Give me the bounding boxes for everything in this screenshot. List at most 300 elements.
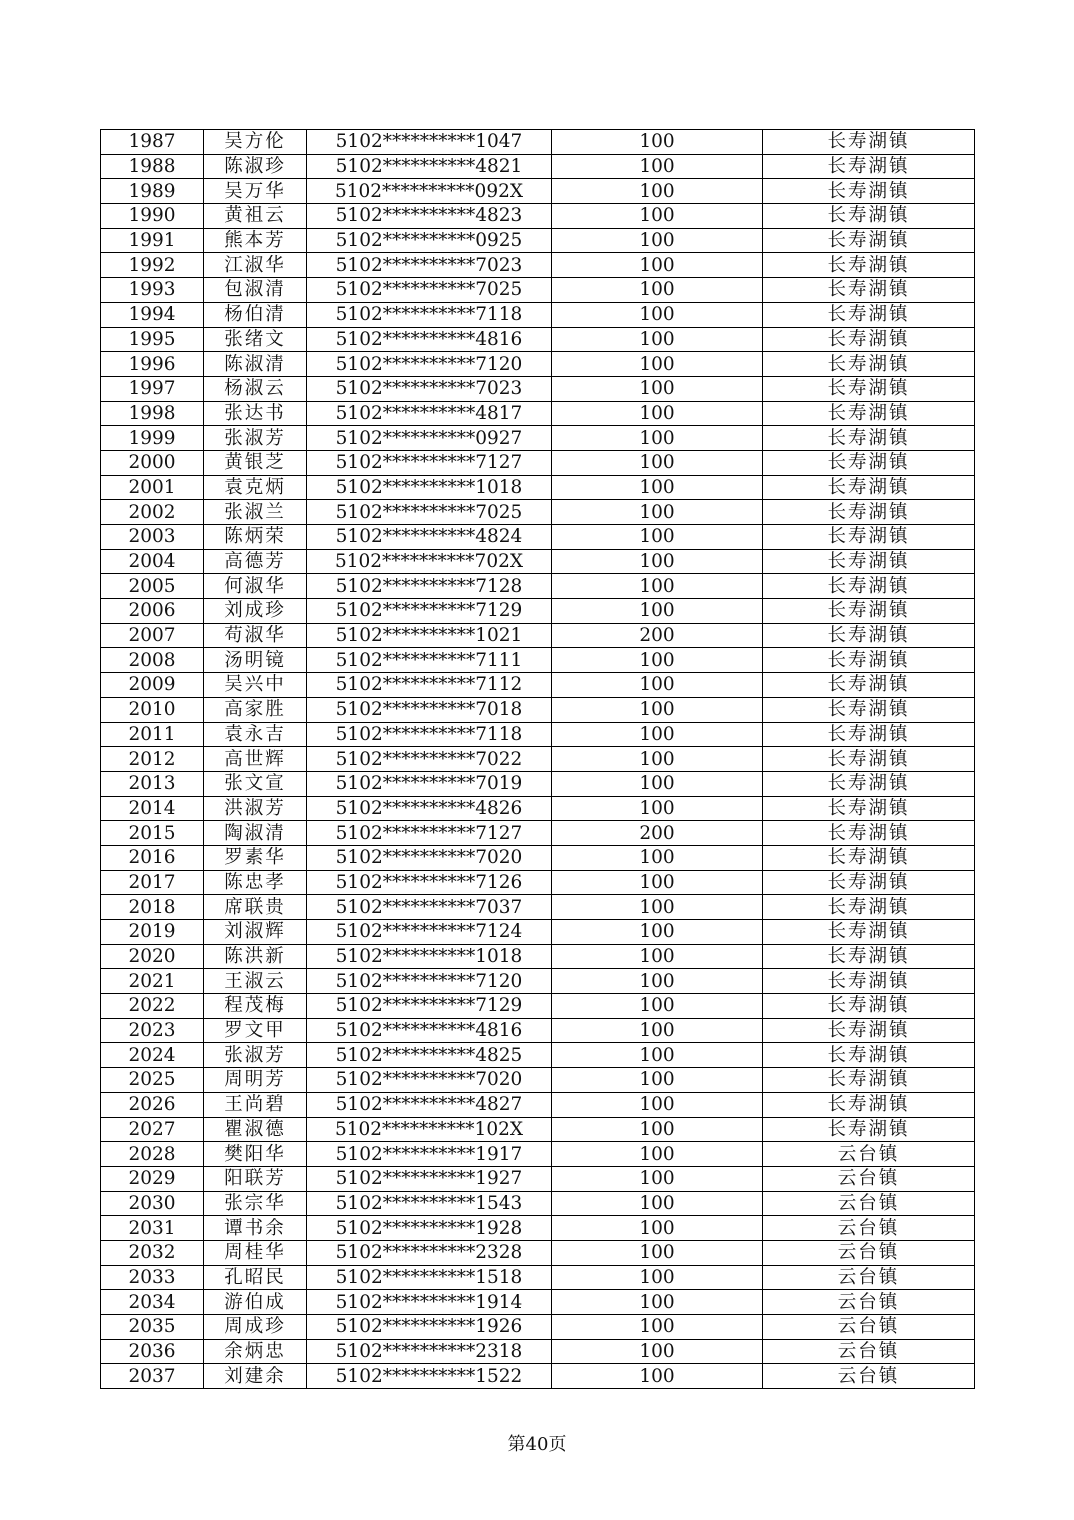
name-cell: 吴方伦 <box>204 130 307 155</box>
row-number-cell: 1996 <box>101 352 204 377</box>
amount-cell: 100 <box>552 426 763 451</box>
name-cell: 高德芳 <box>204 549 307 574</box>
row-number-cell: 2027 <box>101 1117 204 1142</box>
amount-cell: 100 <box>552 401 763 426</box>
row-number-cell: 2017 <box>101 870 204 895</box>
town-cell: 长寿湖镇 <box>763 228 975 253</box>
amount-cell: 200 <box>552 821 763 846</box>
name-cell: 罗素华 <box>204 845 307 870</box>
town-cell: 云台镇 <box>763 1265 975 1290</box>
table-row <box>101 253 975 278</box>
table-row <box>101 821 975 846</box>
town-cell: 长寿湖镇 <box>763 920 975 945</box>
name-cell: 王尚碧 <box>204 1092 307 1117</box>
amount-cell: 100 <box>552 969 763 994</box>
table-row <box>101 1018 975 1043</box>
amount-cell: 100 <box>552 450 763 475</box>
town-cell: 长寿湖镇 <box>763 204 975 229</box>
row-number-cell: 2035 <box>101 1315 204 1340</box>
row-number-cell: 2015 <box>101 821 204 846</box>
table-row <box>101 376 975 401</box>
town-cell: 长寿湖镇 <box>763 376 975 401</box>
name-cell: 苟淑华 <box>204 623 307 648</box>
id-number-cell: 5102**********1914 <box>307 1290 552 1315</box>
row-number-cell: 1995 <box>101 327 204 352</box>
name-cell: 阳联芳 <box>204 1166 307 1191</box>
name-cell: 江淑华 <box>204 253 307 278</box>
name-cell: 杨伯清 <box>204 302 307 327</box>
table-row <box>101 1166 975 1191</box>
row-number-cell: 2030 <box>101 1191 204 1216</box>
amount-cell: 100 <box>552 673 763 698</box>
name-cell: 张淑兰 <box>204 500 307 525</box>
id-number-cell: 5102**********0925 <box>307 228 552 253</box>
roster-table <box>100 129 975 1389</box>
town-cell: 长寿湖镇 <box>763 771 975 796</box>
amount-cell: 100 <box>552 154 763 179</box>
town-cell: 长寿湖镇 <box>763 673 975 698</box>
amount-cell: 100 <box>552 1117 763 1142</box>
amount-cell: 200 <box>552 623 763 648</box>
name-cell: 瞿淑德 <box>204 1117 307 1142</box>
town-cell: 长寿湖镇 <box>763 525 975 550</box>
id-number-cell: 5102**********7025 <box>307 500 552 525</box>
town-cell: 长寿湖镇 <box>763 599 975 624</box>
amount-cell: 100 <box>552 1191 763 1216</box>
table-row <box>101 1191 975 1216</box>
id-number-cell: 5102**********7111 <box>307 648 552 673</box>
name-cell: 周成珍 <box>204 1315 307 1340</box>
table-row <box>101 426 975 451</box>
name-cell: 陈洪新 <box>204 944 307 969</box>
id-number-cell: 5102**********7118 <box>307 302 552 327</box>
town-cell: 长寿湖镇 <box>763 154 975 179</box>
name-cell: 包淑清 <box>204 278 307 303</box>
amount-cell: 100 <box>552 895 763 920</box>
row-number-cell: 2008 <box>101 648 204 673</box>
amount-cell: 100 <box>552 722 763 747</box>
amount-cell: 100 <box>552 327 763 352</box>
table-row <box>101 1240 975 1265</box>
id-number-cell: 5102**********7020 <box>307 845 552 870</box>
name-cell: 程茂梅 <box>204 994 307 1019</box>
town-cell: 长寿湖镇 <box>763 574 975 599</box>
table-row <box>101 1364 975 1389</box>
town-cell: 长寿湖镇 <box>763 278 975 303</box>
name-cell: 孔昭民 <box>204 1265 307 1290</box>
table-row <box>101 673 975 698</box>
row-number-cell: 2020 <box>101 944 204 969</box>
table-row <box>101 130 975 155</box>
id-number-cell: 5102**********1926 <box>307 1315 552 1340</box>
table-row <box>101 895 975 920</box>
id-number-cell: 5102**********7129 <box>307 994 552 1019</box>
id-number-cell: 5102**********1518 <box>307 1265 552 1290</box>
table-row <box>101 1068 975 1093</box>
id-number-cell: 5102**********1917 <box>307 1142 552 1167</box>
id-number-cell: 5102**********1018 <box>307 475 552 500</box>
town-cell: 长寿湖镇 <box>763 450 975 475</box>
town-cell: 长寿湖镇 <box>763 969 975 994</box>
amount-cell: 100 <box>552 525 763 550</box>
row-number-cell: 2033 <box>101 1265 204 1290</box>
town-cell: 长寿湖镇 <box>763 796 975 821</box>
row-number-cell: 2036 <box>101 1339 204 1364</box>
row-number-cell: 2013 <box>101 771 204 796</box>
id-number-cell: 5102**********7118 <box>307 722 552 747</box>
name-cell: 张达书 <box>204 401 307 426</box>
id-number-cell: 5102**********4823 <box>307 204 552 229</box>
name-cell: 王淑云 <box>204 969 307 994</box>
name-cell: 陈淑清 <box>204 352 307 377</box>
amount-cell: 100 <box>552 475 763 500</box>
table-row <box>101 845 975 870</box>
table-row <box>101 944 975 969</box>
name-cell: 余炳忠 <box>204 1339 307 1364</box>
id-number-cell: 5102**********7112 <box>307 673 552 698</box>
name-cell: 高家胜 <box>204 697 307 722</box>
id-number-cell: 5102**********1047 <box>307 130 552 155</box>
table-row <box>101 204 975 229</box>
name-cell: 陈忠孝 <box>204 870 307 895</box>
table-row <box>101 1043 975 1068</box>
amount-cell: 100 <box>552 1216 763 1241</box>
table-row <box>101 500 975 525</box>
table-row <box>101 1216 975 1241</box>
row-number-cell: 2006 <box>101 599 204 624</box>
row-number-cell: 2000 <box>101 450 204 475</box>
town-cell: 长寿湖镇 <box>763 500 975 525</box>
town-cell: 长寿湖镇 <box>763 1117 975 1142</box>
id-number-cell: 5102**********7126 <box>307 870 552 895</box>
name-cell: 黄银芝 <box>204 450 307 475</box>
table-row <box>101 994 975 1019</box>
town-cell: 长寿湖镇 <box>763 697 975 722</box>
id-number-cell: 5102**********1021 <box>307 623 552 648</box>
row-number-cell: 2016 <box>101 845 204 870</box>
name-cell: 刘建余 <box>204 1364 307 1389</box>
row-number-cell: 2022 <box>101 994 204 1019</box>
table-row <box>101 969 975 994</box>
id-number-cell: 5102**********092X <box>307 179 552 204</box>
name-cell: 席联贵 <box>204 895 307 920</box>
id-number-cell: 5102**********702X <box>307 549 552 574</box>
amount-cell: 100 <box>552 278 763 303</box>
id-number-cell: 5102**********7020 <box>307 1068 552 1093</box>
row-number-cell: 2005 <box>101 574 204 599</box>
id-number-cell: 5102**********1522 <box>307 1364 552 1389</box>
name-cell: 樊阳华 <box>204 1142 307 1167</box>
id-number-cell: 5102**********7018 <box>307 697 552 722</box>
town-cell: 长寿湖镇 <box>763 327 975 352</box>
id-number-cell: 5102**********7025 <box>307 278 552 303</box>
id-number-cell: 5102**********4824 <box>307 525 552 550</box>
id-number-cell: 5102**********7023 <box>307 253 552 278</box>
name-cell: 陶淑清 <box>204 821 307 846</box>
town-cell: 长寿湖镇 <box>763 1043 975 1068</box>
id-number-cell: 5102**********1927 <box>307 1166 552 1191</box>
amount-cell: 100 <box>552 920 763 945</box>
row-number-cell: 2034 <box>101 1290 204 1315</box>
name-cell: 张宗华 <box>204 1191 307 1216</box>
name-cell: 袁克炳 <box>204 475 307 500</box>
table-row <box>101 771 975 796</box>
amount-cell: 100 <box>552 870 763 895</box>
town-cell: 云台镇 <box>763 1216 975 1241</box>
id-number-cell: 5102**********1018 <box>307 944 552 969</box>
row-number-cell: 1992 <box>101 253 204 278</box>
name-cell: 洪淑芳 <box>204 796 307 821</box>
name-cell: 高世辉 <box>204 747 307 772</box>
town-cell: 长寿湖镇 <box>763 352 975 377</box>
name-cell: 周明芳 <box>204 1068 307 1093</box>
name-cell: 张淑芳 <box>204 426 307 451</box>
name-cell: 吴万华 <box>204 179 307 204</box>
row-number-cell: 2031 <box>101 1216 204 1241</box>
name-cell: 谭书余 <box>204 1216 307 1241</box>
table-row <box>101 327 975 352</box>
table-row <box>101 796 975 821</box>
table-row <box>101 870 975 895</box>
row-number-cell: 2012 <box>101 747 204 772</box>
name-cell: 黄祖云 <box>204 204 307 229</box>
table-row <box>101 450 975 475</box>
id-number-cell: 5102**********4821 <box>307 154 552 179</box>
amount-cell: 100 <box>552 994 763 1019</box>
name-cell: 罗文甲 <box>204 1018 307 1043</box>
town-cell: 长寿湖镇 <box>763 722 975 747</box>
amount-cell: 100 <box>552 253 763 278</box>
id-number-cell: 5102**********4826 <box>307 796 552 821</box>
page-number: 第40页 <box>507 1434 567 1455</box>
town-cell: 长寿湖镇 <box>763 623 975 648</box>
name-cell: 张淑芳 <box>204 1043 307 1068</box>
town-cell: 长寿湖镇 <box>763 845 975 870</box>
name-cell: 陈炳荣 <box>204 525 307 550</box>
table-row <box>101 1142 975 1167</box>
row-number-cell: 1998 <box>101 401 204 426</box>
amount-cell: 100 <box>552 697 763 722</box>
row-number-cell: 2010 <box>101 697 204 722</box>
town-cell: 云台镇 <box>763 1339 975 1364</box>
id-number-cell: 5102**********7037 <box>307 895 552 920</box>
table-row <box>101 179 975 204</box>
name-cell: 杨淑云 <box>204 376 307 401</box>
table-row <box>101 920 975 945</box>
amount-cell: 100 <box>552 302 763 327</box>
amount-cell: 100 <box>552 228 763 253</box>
table-row <box>101 697 975 722</box>
amount-cell: 100 <box>552 1364 763 1389</box>
table-row <box>101 1290 975 1315</box>
row-number-cell: 2011 <box>101 722 204 747</box>
table-row <box>101 722 975 747</box>
row-number-cell: 1990 <box>101 204 204 229</box>
amount-cell: 100 <box>552 1290 763 1315</box>
row-number-cell: 1988 <box>101 154 204 179</box>
amount-cell: 100 <box>552 1092 763 1117</box>
id-number-cell: 5102**********2318 <box>307 1339 552 1364</box>
amount-cell: 100 <box>552 648 763 673</box>
town-cell: 长寿湖镇 <box>763 426 975 451</box>
town-cell: 长寿湖镇 <box>763 179 975 204</box>
row-number-cell: 2028 <box>101 1142 204 1167</box>
row-number-cell: 1991 <box>101 228 204 253</box>
amount-cell: 100 <box>552 376 763 401</box>
name-cell: 熊本芳 <box>204 228 307 253</box>
id-number-cell: 5102**********7023 <box>307 376 552 401</box>
name-cell: 何淑华 <box>204 574 307 599</box>
table-row <box>101 278 975 303</box>
town-cell: 长寿湖镇 <box>763 302 975 327</box>
town-cell: 云台镇 <box>763 1290 975 1315</box>
row-number-cell: 2001 <box>101 475 204 500</box>
town-cell: 长寿湖镇 <box>763 1092 975 1117</box>
town-cell: 长寿湖镇 <box>763 821 975 846</box>
amount-cell: 100 <box>552 1240 763 1265</box>
town-cell: 长寿湖镇 <box>763 130 975 155</box>
id-number-cell: 5102**********2328 <box>307 1240 552 1265</box>
amount-cell: 100 <box>552 1315 763 1340</box>
table-row <box>101 1092 975 1117</box>
row-number-cell: 2018 <box>101 895 204 920</box>
table-row <box>101 475 975 500</box>
name-cell: 刘淑辉 <box>204 920 307 945</box>
id-number-cell: 5102**********7127 <box>307 450 552 475</box>
id-number-cell: 5102**********7120 <box>307 969 552 994</box>
table-row <box>101 648 975 673</box>
row-number-cell: 1989 <box>101 179 204 204</box>
town-cell: 长寿湖镇 <box>763 549 975 574</box>
row-number-cell: 1994 <box>101 302 204 327</box>
town-cell: 长寿湖镇 <box>763 648 975 673</box>
town-cell: 云台镇 <box>763 1142 975 1167</box>
id-number-cell: 5102**********7019 <box>307 771 552 796</box>
row-number-cell: 2002 <box>101 500 204 525</box>
row-number-cell: 1997 <box>101 376 204 401</box>
id-number-cell: 5102**********7124 <box>307 920 552 945</box>
id-number-cell: 5102**********4827 <box>307 1092 552 1117</box>
town-cell: 长寿湖镇 <box>763 401 975 426</box>
name-cell: 吴兴中 <box>204 673 307 698</box>
row-number-cell: 1987 <box>101 130 204 155</box>
amount-cell: 100 <box>552 599 763 624</box>
id-number-cell: 5102**********0927 <box>307 426 552 451</box>
amount-cell: 100 <box>552 500 763 525</box>
row-number-cell: 2007 <box>101 623 204 648</box>
table-row <box>101 154 975 179</box>
amount-cell: 100 <box>552 1142 763 1167</box>
row-number-cell: 2021 <box>101 969 204 994</box>
town-cell: 长寿湖镇 <box>763 747 975 772</box>
town-cell: 云台镇 <box>763 1166 975 1191</box>
name-cell: 游伯成 <box>204 1290 307 1315</box>
roster-table-body <box>101 130 975 1389</box>
town-cell: 云台镇 <box>763 1364 975 1389</box>
id-number-cell: 5102**********4817 <box>307 401 552 426</box>
table-row <box>101 228 975 253</box>
table-row <box>101 525 975 550</box>
town-cell: 长寿湖镇 <box>763 870 975 895</box>
table-row <box>101 1265 975 1290</box>
id-number-cell: 5102**********4816 <box>307 327 552 352</box>
amount-cell: 100 <box>552 179 763 204</box>
town-cell: 长寿湖镇 <box>763 994 975 1019</box>
amount-cell: 100 <box>552 204 763 229</box>
table-row <box>101 1117 975 1142</box>
town-cell: 长寿湖镇 <box>763 895 975 920</box>
row-number-cell: 2019 <box>101 920 204 945</box>
row-number-cell: 2025 <box>101 1068 204 1093</box>
id-number-cell: 5102**********1928 <box>307 1216 552 1241</box>
name-cell: 周桂华 <box>204 1240 307 1265</box>
table-row <box>101 302 975 327</box>
row-number-cell: 1999 <box>101 426 204 451</box>
name-cell: 张绪文 <box>204 327 307 352</box>
id-number-cell: 5102**********7022 <box>307 747 552 772</box>
amount-cell: 100 <box>552 771 763 796</box>
table-row <box>101 549 975 574</box>
id-number-cell: 5102**********4816 <box>307 1018 552 1043</box>
amount-cell: 100 <box>552 1265 763 1290</box>
amount-cell: 100 <box>552 1339 763 1364</box>
table-row <box>101 401 975 426</box>
row-number-cell: 2023 <box>101 1018 204 1043</box>
amount-cell: 100 <box>552 796 763 821</box>
amount-cell: 100 <box>552 1018 763 1043</box>
id-number-cell: 5102**********7128 <box>307 574 552 599</box>
amount-cell: 100 <box>552 352 763 377</box>
table-row <box>101 352 975 377</box>
row-number-cell: 2029 <box>101 1166 204 1191</box>
table-row <box>101 599 975 624</box>
row-number-cell: 2026 <box>101 1092 204 1117</box>
table-row <box>101 574 975 599</box>
amount-cell: 100 <box>552 130 763 155</box>
name-cell: 袁永吉 <box>204 722 307 747</box>
amount-cell: 100 <box>552 574 763 599</box>
amount-cell: 100 <box>552 549 763 574</box>
name-cell: 陈淑珍 <box>204 154 307 179</box>
town-cell: 长寿湖镇 <box>763 1018 975 1043</box>
table-row <box>101 1339 975 1364</box>
row-number-cell: 2004 <box>101 549 204 574</box>
row-number-cell: 2014 <box>101 796 204 821</box>
town-cell: 长寿湖镇 <box>763 1068 975 1093</box>
town-cell: 长寿湖镇 <box>763 475 975 500</box>
town-cell: 云台镇 <box>763 1240 975 1265</box>
table-row <box>101 747 975 772</box>
amount-cell: 100 <box>552 944 763 969</box>
town-cell: 云台镇 <box>763 1191 975 1216</box>
amount-cell: 100 <box>552 845 763 870</box>
amount-cell: 100 <box>552 1166 763 1191</box>
town-cell: 云台镇 <box>763 1315 975 1340</box>
row-number-cell: 2037 <box>101 1364 204 1389</box>
row-number-cell: 2003 <box>101 525 204 550</box>
table-row <box>101 1315 975 1340</box>
row-number-cell: 1993 <box>101 278 204 303</box>
amount-cell: 100 <box>552 1068 763 1093</box>
amount-cell: 100 <box>552 1043 763 1068</box>
name-cell: 汤明镜 <box>204 648 307 673</box>
id-number-cell: 5102**********4825 <box>307 1043 552 1068</box>
name-cell: 张文宣 <box>204 771 307 796</box>
id-number-cell: 5102**********7120 <box>307 352 552 377</box>
name-cell: 刘成珍 <box>204 599 307 624</box>
id-number-cell: 5102**********7129 <box>307 599 552 624</box>
row-number-cell: 2032 <box>101 1240 204 1265</box>
